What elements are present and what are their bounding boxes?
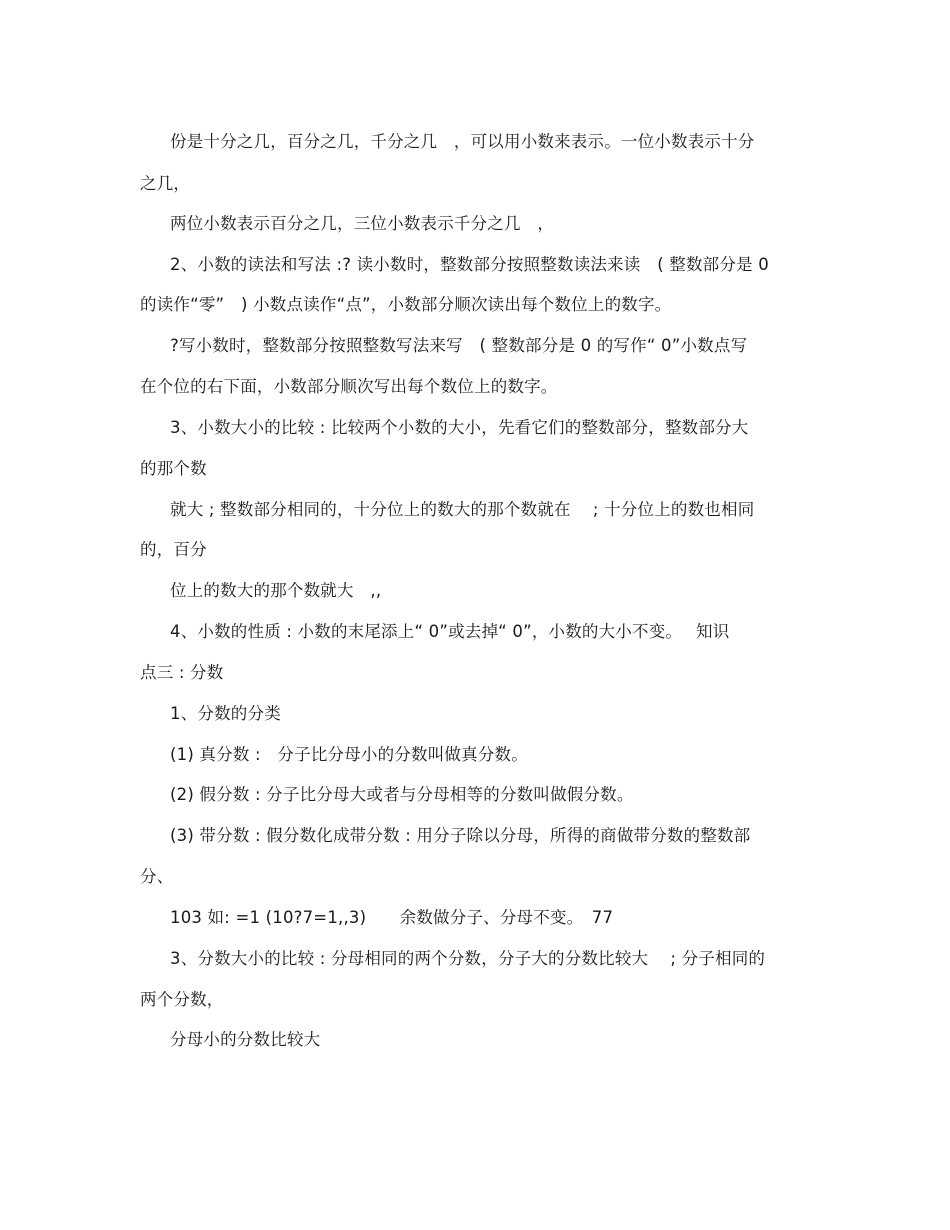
text-line: 位上的数大的那个数就大 ,, bbox=[170, 581, 382, 600]
text-line: ?写小数时，整数部分按照整数写法来写 ( 整数部分是 0 的写作“ 0”小数点写 bbox=[170, 336, 748, 355]
text-line: 分母小的分数比较大 bbox=[170, 1030, 321, 1049]
text-line: (1) 真分数 : 分子比分母小的分数叫做真分数。 bbox=[170, 745, 528, 764]
text-line: 在个位的右下面，小数部分顺次写出每个数位上的数字。 bbox=[140, 377, 558, 396]
text-line: 103 如: =1 (10?7=1,,3) 余数做分子、分母不变。 77 bbox=[170, 908, 614, 927]
text-line: 就大 ; 整数部分相同的，十分位上的数大的那个数就在 ; 十分位上的数也相同 bbox=[170, 500, 755, 519]
text-line: 之几， bbox=[140, 174, 191, 193]
text-line: 的，百分 bbox=[140, 540, 207, 559]
text-line: 2、小数的读法和写法 :? 读小数时，整数部分按照整数读法来读 ( 整数部分是 0 bbox=[170, 255, 769, 274]
text-line: 点三 : 分数 bbox=[140, 663, 224, 682]
text-line: 4、小数的性质 : 小数的末尾添上“ 0”或去掉“ 0”，小数的大小不变。 知识 bbox=[170, 622, 730, 641]
text-line: 1、分数的分类 bbox=[170, 704, 281, 723]
text-line: (2) 假分数 : 分子比分母大或者与分母相等的分数叫做假分数。 bbox=[170, 785, 634, 804]
text-line: (3) 带分数 : 假分数化成带分数 : 用分子除以分母，所得的商做带分数的整数部 bbox=[170, 826, 751, 845]
text-line: 3、分数大小的比较 : 分母相同的两个分数，分子大的分数比较大 ; 分子相同的 bbox=[170, 949, 766, 968]
text-line: 的读作“零” ) 小数点读作“点”，小数部分顺次读出每个数位上的数字。 bbox=[140, 295, 672, 314]
text-line: 3、小数大小的比较 : 比较两个小数的大小，先看它们的整数部分，整数部分大 bbox=[170, 418, 749, 437]
text-line: 分、 bbox=[140, 867, 174, 886]
text-line: 两位小数表示百分之几，三位小数表示千分之几 ， bbox=[170, 214, 555, 233]
text-line: 份是十分之几，百分之几，千分之几 ，可以用小数来表示。一位小数表示十分 bbox=[170, 132, 755, 151]
text-line: 两个分数， bbox=[140, 990, 224, 1009]
text-line: 的那个数 bbox=[140, 459, 207, 478]
